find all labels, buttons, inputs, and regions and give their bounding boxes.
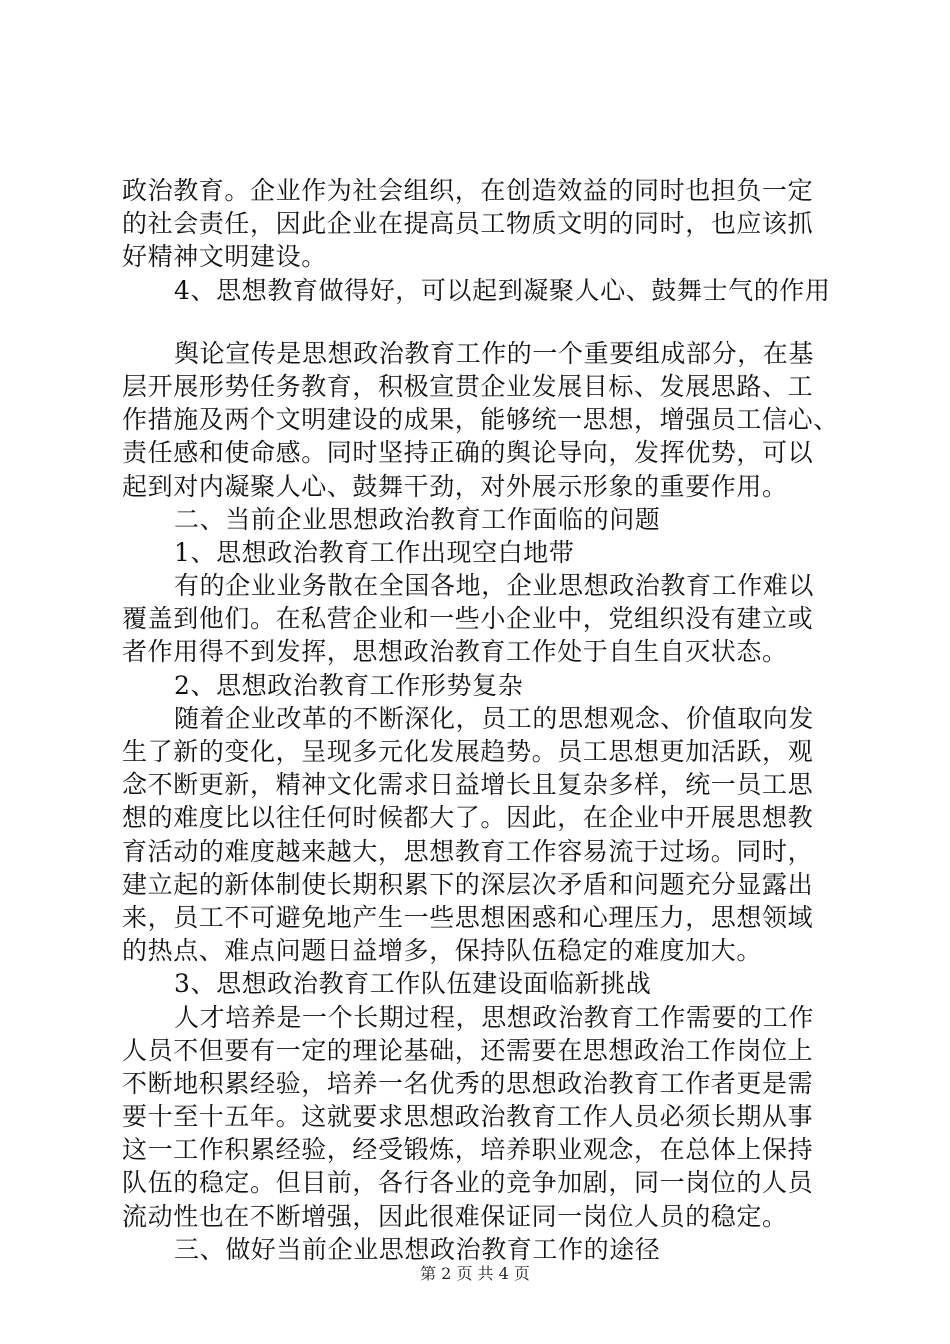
text-line: 建立起的新体制使长期积累下的深层次矛盾和问题充分显露出 bbox=[122, 869, 814, 899]
text-line: 的热点、难点问题日益增多，保持队伍稳定的难度加大。 bbox=[122, 936, 763, 966]
text-line: 生了新的变化，呈现多元化发展趋势。员工思想更加活跃，观 bbox=[122, 737, 814, 766]
text-line: 政治教育。企业作为社会组织，在创造效益的同时也担负一定 bbox=[122, 176, 814, 205]
text-line: 好精神文明建设。 bbox=[122, 242, 327, 272]
text-line: 来，员工不可避免地产生一些思想困惑和心理压力，思想领域 bbox=[122, 902, 814, 932]
text-line: 起到对内凝聚人心、鼓舞干劲，对外展示形象的重要作用。 bbox=[122, 471, 788, 501]
text-line: 舆论宣传是思想政治教育工作的一个重要组成部分，在基 bbox=[174, 338, 815, 368]
paragraph-gap bbox=[122, 307, 834, 337]
section-heading: 4、思想教育做得好，可以起到凝聚人心、鼓舞士气的作用 bbox=[174, 275, 831, 305]
section-heading: 二、当前企业思想政治教育工作面临的问题 bbox=[174, 504, 661, 534]
text-line: 作措施及两个文明建设的成果，能够统一思想，增强员工信心、 bbox=[122, 405, 839, 435]
text-line: 责任感和使命感。同时坚持正确的舆论导向，发挥优势，可以 bbox=[122, 438, 814, 468]
section-heading: 1、思想政治教育工作出现空白地带 bbox=[174, 537, 575, 567]
text-line: 流动性也在不断增强，因此很难保证同一岗位人员的稳定。 bbox=[122, 1201, 788, 1231]
text-line: 队伍的稳定。但目前，各行各业的竞争加剧，同一岗位的人员 bbox=[122, 1168, 814, 1198]
text-line: 想的难度比以往任何时候都大了。因此，在企业中开展思想教 bbox=[122, 803, 814, 833]
text-line: 念不断更新，精神文化需求日益增长且复杂多样，统一员工思 bbox=[122, 770, 814, 800]
document-body bbox=[122, 174, 839, 1266]
text-line: 育活动的难度越来越大，思想教育工作容易流于过场。同时， bbox=[122, 836, 814, 866]
text-line: 人员不但要有一定的理论基础，还需要在思想政治工作岗位上 bbox=[122, 1035, 814, 1065]
text-line: 随着企业改革的不断深化，员工的思想观念、价值取向发 bbox=[174, 703, 815, 733]
text-line: 人才培养是一个长期过程，思想政治教育工作需要的工作 bbox=[174, 1002, 815, 1032]
text-line: 有的企业业务散在全国各地，企业思想政治教育工作难以 bbox=[174, 571, 815, 601]
section-heading: 2、思想政治教育工作形势复杂 bbox=[174, 670, 524, 700]
page-footer bbox=[0, 1264, 950, 1284]
text-line: 的社会责任，因此企业在提高员工物质文明的同时，也应该抓 bbox=[122, 209, 814, 239]
text-line: 要十至十五年。这就要求思想政治教育工作人员必须长期从事 bbox=[122, 1102, 814, 1132]
text-line: 层开展形势任务教育，积极宣贯企业发展目标、发展思路、工 bbox=[122, 371, 814, 401]
text-line: 不断地积累经验，培养一名优秀的思想政治教育工作者更是需 bbox=[122, 1068, 814, 1098]
section-heading: 3、思想政治教育工作队伍建设面临新挑战 bbox=[174, 969, 652, 999]
page-number-label: 第 2 页 共 4 页 bbox=[420, 1264, 530, 1283]
text-line: 这一工作积累经验，经受锻炼，培养职业观念，在总体上保持 bbox=[122, 1135, 814, 1165]
section-heading: 三、做好当前企业思想政治教育工作的途径 bbox=[174, 1234, 661, 1264]
text-line: 者作用得不到发挥，思想政治教育工作处于自生自灭状态。 bbox=[122, 637, 788, 667]
text-line: 覆盖到他们。在私营企业和一些小企业中，党组织没有建立或 bbox=[122, 604, 814, 634]
